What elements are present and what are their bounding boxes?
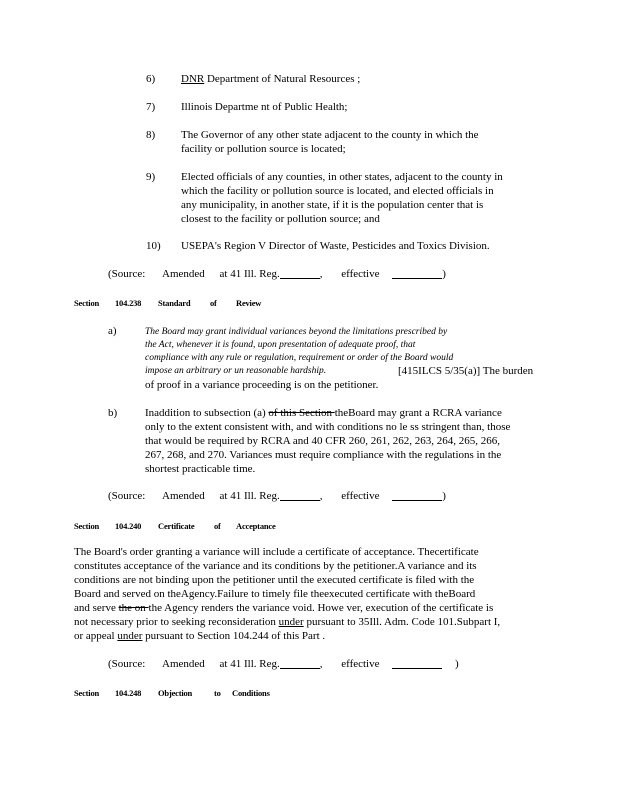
blank-line [280,490,320,501]
citation: [415ILCS 5/35(a)] The burden [398,365,534,377]
list-text: The Governor of any other state adjacent to the county in which the [181,129,479,141]
statute-text: The Board may grant individual variances beyond the limitations prescribed by [145,327,448,337]
body-text: only to the extent consistent with, and with conditions no le ss stringent than, those [145,421,511,433]
source-note: (Source: Amended at 41 Ill. Reg. , effective ) [108,658,459,670]
statute-text: impose an arbitrary or un reasonable hardship. [145,366,327,376]
section-heading: Section 104.240 Certificate of Acceptance [74,521,276,531]
blank-line [392,268,442,279]
list-number: 10) [146,240,161,252]
blank-line [280,658,320,669]
statute-text: compliance with any rule or regulation, requirement or order of the Board would [145,353,454,363]
body-text: shortest practicable time. [145,463,256,475]
body-text: conditions are not binding upon the petitioner until the executed certificate is filed with the [74,574,475,586]
body-text: Board and served on theAgency.Failure to timely file theexecuted certificate with theBoard [74,588,476,600]
list-text: Illinois Departme nt of Public Health; [181,101,348,113]
list-text: USEPA's Region V Director of Waste, Pesticides and Toxics Division. [181,240,490,252]
blank-line [280,268,320,279]
list-number: 9) [146,171,156,183]
list-text: which the facility or pollution source is located, and elected officials in [181,185,494,197]
item-label: a) [108,325,117,337]
body-text: Inaddition to subsection (a) of this Section theBoard may grant a RCRA variance [145,407,502,419]
body-text: that would be required by RCRA and 40 CFR 260, 261, 262, 263, 264, 265, 266, [145,435,501,447]
body-text: and serve the on the Agency renders the variance void. Howe ver, execution of the certificate is [74,602,494,614]
list-text: closest to the facility or pollution source; and [181,213,380,225]
list-text: Elected officials of any counties, in other states, adjacent to the county in [181,171,503,183]
section-heading: Section 104.248 Objection to Conditions [74,688,270,698]
list-number: 6) [146,73,156,85]
list-text: facility or pollution source is located; [181,143,346,155]
statute-text: the Act, whenever it is found, upon presentation of adequate proof, that [145,340,416,350]
blank-line [392,658,442,669]
source-note: (Source: Amended at 41 Ill. Reg. , effective ) [108,268,446,280]
list-text: any municipality, in another state, if it is the population center that is [181,199,484,211]
source-note: (Source: Amended at 41 Ill. Reg. , effective ) [108,490,446,502]
item-label: b) [108,407,118,419]
list-number: 7) [146,101,156,113]
body-text: or appeal under pursuant to Section 104.244 of this Part . [74,630,326,642]
body-text: constitutes acceptance of the variance and its conditions by the petitioner.A variance and its [74,560,477,572]
body-text: The Board's order granting a variance will include a certificate of acceptance. Thecertificate [74,546,479,558]
list-text: DNR Department of Natural Resources ; [181,73,361,85]
section-heading: Section 104.238 Standard of Review [74,298,262,308]
body-text: not necessary prior to seeking reconsideration under pursuant to 35Ill. Adm. Code 101.Subpart I, [74,616,501,628]
list-number: 8) [146,129,156,141]
blank-line [392,490,442,501]
body-text: 267, 268, and 270. Variances must require compliance with the regulations in the [145,449,502,461]
body-text: of proof in a variance proceeding is on the petitioner. [145,379,379,391]
